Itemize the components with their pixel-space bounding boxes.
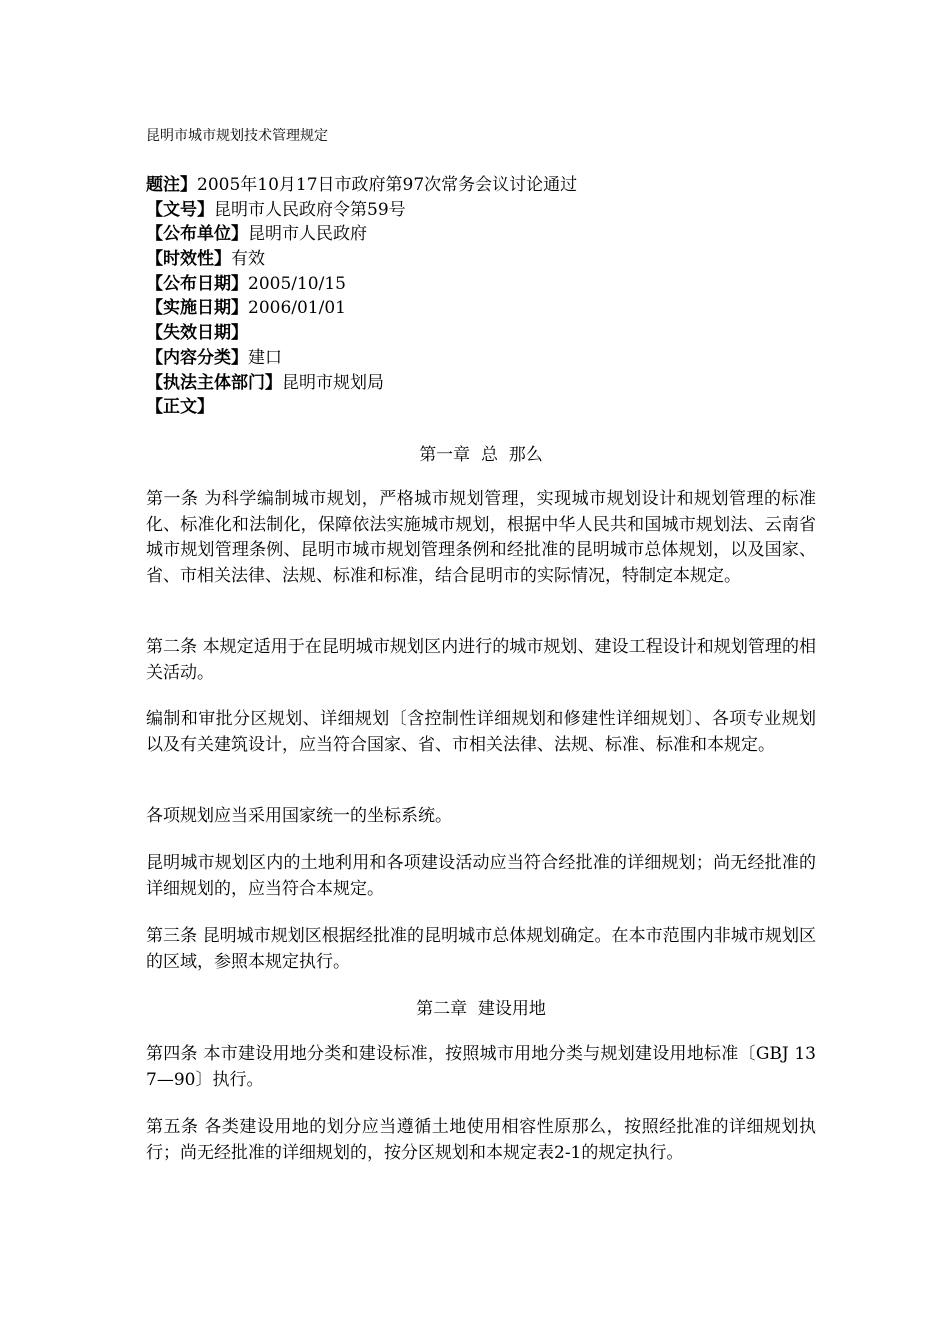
meta-value: 2005年10月17日市政府第97次常务会议讨论通过 xyxy=(197,175,578,195)
article-2-paragraph: 第二条 本规定适用于在昆明城市规划区内进行的城市规划、建设工程设计和规划管理的相关活动。 xyxy=(146,637,816,683)
chapter-heading-2: 第二章 建设用地 xyxy=(416,999,546,1019)
meta-value: 有效 xyxy=(231,249,265,270)
metadata-block xyxy=(146,173,577,420)
meta-key: 题注】 xyxy=(146,175,197,195)
meta-line-category xyxy=(146,346,577,371)
article-2-sub-paragraph-2: 各项规划应当采用国家统一的坐标系统。 xyxy=(146,806,452,826)
meta-key: 【公布日期】 xyxy=(146,273,248,294)
meta-line-enforcement-dept xyxy=(146,371,577,396)
meta-key: 【内容分类】 xyxy=(146,347,248,368)
meta-key: 【时效性】 xyxy=(146,249,231,270)
meta-line-note xyxy=(146,173,577,198)
article-2-sub-paragraph-3: 昆明城市规划区内的土地利用和各项建设活动应当符合经批准的详细规划；尚无经批准的详细规划的，应当符合本规定。 xyxy=(146,853,816,899)
meta-value: 建口 xyxy=(248,347,282,368)
meta-key: 【执法主体部门】 xyxy=(146,372,282,393)
document-title: 昆明市城市规划技术管理规定 xyxy=(146,128,328,144)
meta-value: 2005/10/15 xyxy=(248,273,346,294)
meta-value: 昆明市人民政府 xyxy=(248,224,367,245)
meta-key: 【失效日期】 xyxy=(146,323,248,344)
meta-line-validity xyxy=(146,247,577,272)
meta-line-publisher xyxy=(146,222,577,247)
meta-value: 2006/01/01 xyxy=(248,298,346,319)
chapter-heading-1: 第一章 总 那么 xyxy=(419,445,543,465)
meta-value: 昆明市人民政府令第59号 xyxy=(214,199,406,220)
meta-value: 昆明市规划局 xyxy=(282,372,384,393)
meta-key: 【文号】 xyxy=(146,199,214,220)
meta-key: 【正文】 xyxy=(146,397,214,418)
meta-key: 【公布单位】 xyxy=(146,224,248,245)
article-5-paragraph: 第五条 各类建设用地的划分应当遵循土地使用相容性原那么，按照经批准的详细规划执行；尚无经批准的详细规划的，按分区规划和本规定表2-1的规定执行。 xyxy=(146,1117,816,1163)
article-2-sub-paragraph-1: 编制和审批分区规划、详细规划〔含控制性详细规划和修建性详细规划〕、各项专业规划以及有关建筑设计，应当符合国家、省、市相关法律、法规、标准、标准和本规定。 xyxy=(146,709,816,755)
meta-key: 【实施日期】 xyxy=(146,298,248,319)
meta-line-body-heading xyxy=(146,395,577,420)
meta-line-effective-date xyxy=(146,296,577,321)
meta-line-doc-number xyxy=(146,198,577,223)
article-1-paragraph: 第一条 为科学编制城市规划，严格城市规划管理，实现城市规划设计和规划管理的标准化、标准化和法制化，保障依法实施城市规划，根据中华人民共和国城市规划法、云南省城市规划管理条例、昆明市城市规划管理条例和经批准的昆明城市总体规划，以及国家、省、市相关法律、法规、标准和标准，结合昆明市的实际情况，特制定本规定。 xyxy=(146,489,816,586)
meta-line-expiry-date xyxy=(146,321,577,346)
meta-line-publish-date xyxy=(146,272,577,297)
article-4-paragraph: 第四条 本市建设用地分类和建设标准，按照城市用地分类与规划建设用地标准〔GBJ 137—90〕执行。 xyxy=(146,1044,816,1090)
article-3-paragraph: 第三条 昆明城市规划区根据经批准的昆明城市总体规划确定。在本市范围内非城市规划区的区域，参照本规定执行。 xyxy=(146,926,816,972)
